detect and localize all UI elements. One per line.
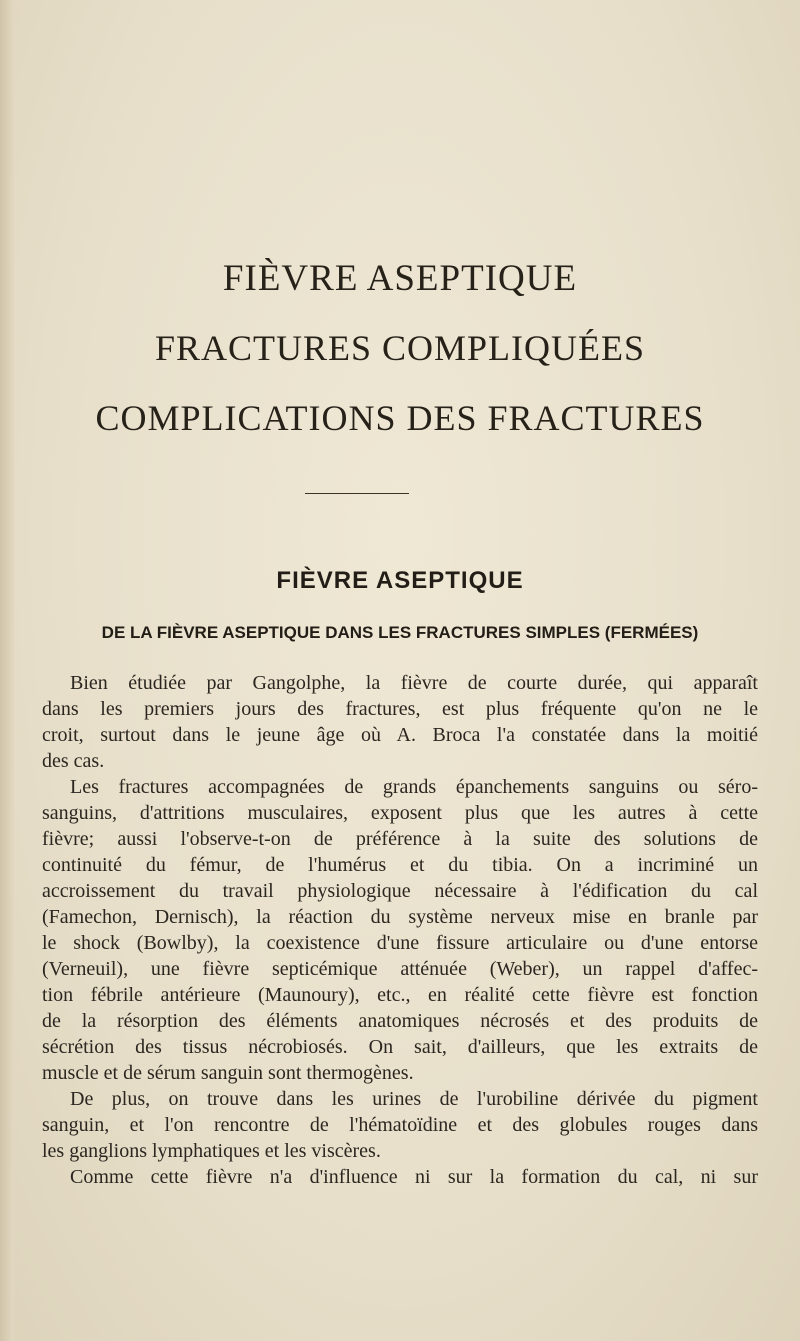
text-line: les ganglions lymphatiques et les viscères. xyxy=(42,1140,381,1162)
text-line: sanguins, d'attritions musculaires, exposent plus que les autres à cette xyxy=(42,802,758,824)
section-title: FIÈVRE ASEPTIQUE xyxy=(276,567,524,594)
text-line: (Verneuil), une fièvre septicémique atténuée (Weber), un rappel d'affec- xyxy=(42,958,758,980)
running-heading-3: COMPLICATIONS DES FRACTURES xyxy=(95,398,705,438)
binding-edge xyxy=(0,0,14,1341)
text-line: sanguin, et l'on rencontre de l'hématoïdine et des globules rouges dans xyxy=(42,1114,758,1136)
text-line: de la résorption des éléments anatomiques nécrosés et des produits de xyxy=(42,1010,758,1032)
text-line: Bien étudiée par Gangolphe, la fièvre de courte durée, qui apparaît xyxy=(70,672,758,694)
text-line: Comme cette fièvre n'a d'influence ni sur la formation du cal, ni sur xyxy=(70,1166,758,1188)
text-line: continuité du fémur, de l'humérus et du tibia. On a incriminé un xyxy=(42,854,758,876)
text-line: De plus, on trouve dans les urines de l'urobiline dérivée du pigment xyxy=(70,1088,758,1110)
text-line: muscle et de sérum sanguin sont thermogènes. xyxy=(42,1062,414,1084)
running-heading-2: FRACTURES COMPLIQUÉES xyxy=(154,328,646,368)
running-heading-1: FIÈVRE ASEPTIQUE xyxy=(222,258,578,299)
text-line: croit, surtout dans le jeune âge où A. Broca l'a constatée dans la moitié xyxy=(42,724,758,746)
text-line: le shock (Bowlby), la coexistence d'une fissure articulaire ou d'une entorse xyxy=(42,932,758,954)
text-line: tion fébrile antérieure (Maunoury), etc., en réalité cette fièvre est fonction xyxy=(42,984,758,1006)
text-line: (Famechon, Dernisch), la réaction du système nerveux mise en branle par xyxy=(42,906,758,928)
text-line: fièvre; aussi l'observe-t-on de préférence à la suite des solutions de xyxy=(42,828,758,850)
text-line: dans les premiers jours des fractures, est plus fréquente qu'on ne le xyxy=(42,698,758,720)
divider-rule xyxy=(305,493,409,494)
text-line: des cas. xyxy=(42,750,105,772)
subsection-title: DE LA FIÈVRE ASEPTIQUE DANS LES FRACTURES SIMPLES (FERMÉES) xyxy=(101,623,699,642)
text-line: accroissement du travail physiologique nécessaire à l'édification du cal xyxy=(42,880,758,902)
text-line: Les fractures accompagnées de grands épanchements sanguins ou séro- xyxy=(70,776,758,798)
text-line: sécrétion des tissus nécrobiosés. On sait, d'ailleurs, que les extraits de xyxy=(42,1036,758,1058)
